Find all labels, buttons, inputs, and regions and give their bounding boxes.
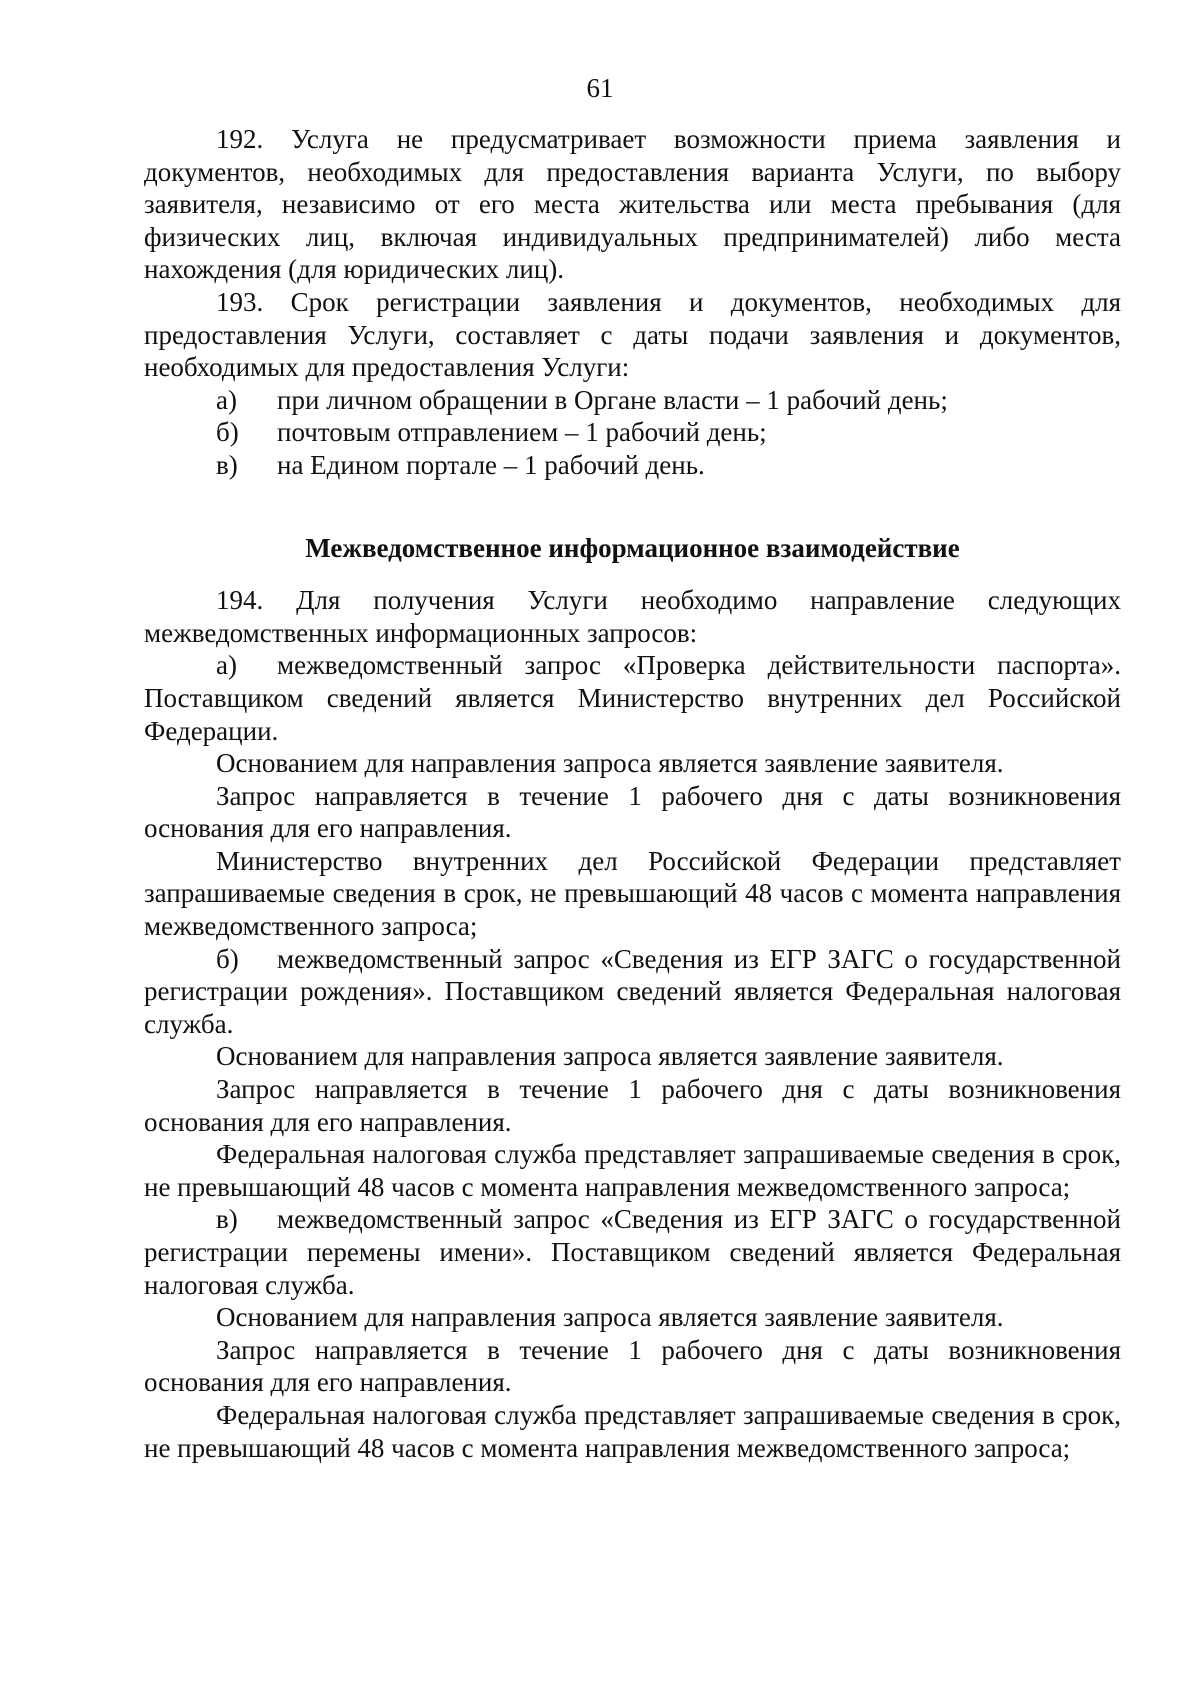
paragraph: Министерство внутренних дел Российской Федерации представляет запрашиваемые сведения в срок, не превышающий 48 часов с момента направления межведомственного запроса; (144, 845, 1121, 942)
paragraph: Запрос направляется в течение 1 рабочего дня с даты возникновения основания для его направления. (144, 1334, 1121, 1398)
list-marker: б) (216, 417, 239, 448)
document-body (144, 123, 1121, 1464)
list-item-text: на Едином портале – 1 рабочий день. (277, 449, 705, 480)
paragraph: Основанием для направления запроса является заявление заявителя. (216, 1302, 1004, 1333)
list-marker: в) (216, 1204, 238, 1235)
page-number: 61 (586, 73, 614, 103)
list-marker: а) (216, 650, 237, 681)
section-heading: Межведомственное информационное взаимодействие (305, 532, 960, 563)
paragraph: Запрос направляется в течение 1 рабочего дня с даты возникновения основания для его направления. (144, 780, 1121, 844)
paragraph: Федеральная налоговая служба представляет запрашиваемые сведения в срок, не превышающий 48 часов с момента направления межведомственного запроса; (144, 1399, 1121, 1463)
list-item-text: межведомственный запрос «Сведения из ЕГР ЗАГС о государственной регистрации перемены имени». Поставщиком сведений является Федеральная налоговая служба. (144, 1204, 1121, 1300)
list-item-text: межведомственный запрос «Проверка действительности паспорта». Поставщиком сведений является Министерство внутренних дел Российской Федерации. (144, 650, 1121, 746)
list-item-193-b (144, 416, 1121, 449)
paragraph-192: 192. Услуга не предусматривает возможности приема заявления и документов, необходимых для предоставления варианта Услуги, по выбору заявителя, независимо от его места жительства или места пребывания (для физических лиц, включая индивидуальных предпринимателей) либо места нахождения (для юридических лиц). (144, 124, 1121, 285)
list-item-193-v (144, 449, 1121, 482)
list-marker: а) (216, 384, 237, 415)
paragraph-194: 194. Для получения Услуги необходимо направление следующих межведомственных информационных запросов: (144, 585, 1121, 648)
paragraph: Федеральная налоговая служба представляет запрашиваемые сведения в срок, не превышающий 48 часов с момента направления межведомственного запроса; (144, 1139, 1121, 1202)
list-item-194-v (144, 1203, 1121, 1301)
list-item-194-b (144, 943, 1121, 1041)
paragraph-193: 193. Срок регистрации заявления и документов, необходимых для предоставления Услуги, составляет с даты подачи заявления и документов, необходимых для предоставления Услуги: (144, 286, 1121, 383)
list-marker: б) (216, 943, 239, 974)
list-marker: в) (216, 449, 238, 480)
paragraph: Запрос направляется в течение 1 рабочего дня с даты возникновения основания для его направления. (144, 1074, 1121, 1137)
paragraph: Основанием для направления запроса является заявление заявителя. (216, 1041, 1004, 1072)
list-item-text: при личном обращении в Органе власти – 1 рабочий день; (277, 384, 948, 415)
list-item-193-a (144, 384, 1121, 417)
list-item-text: почтовым отправлением – 1 рабочий день; (277, 417, 767, 448)
list-item-194-a (144, 649, 1121, 747)
list-item-text: межведомственный запрос «Сведения из ЕГР ЗАГС о государственной регистрации рождения». Поставщиком сведений является Федеральная налоговая служба. (144, 943, 1121, 1039)
paragraph: Основанием для направления запроса является заявление заявителя. (216, 748, 1004, 779)
